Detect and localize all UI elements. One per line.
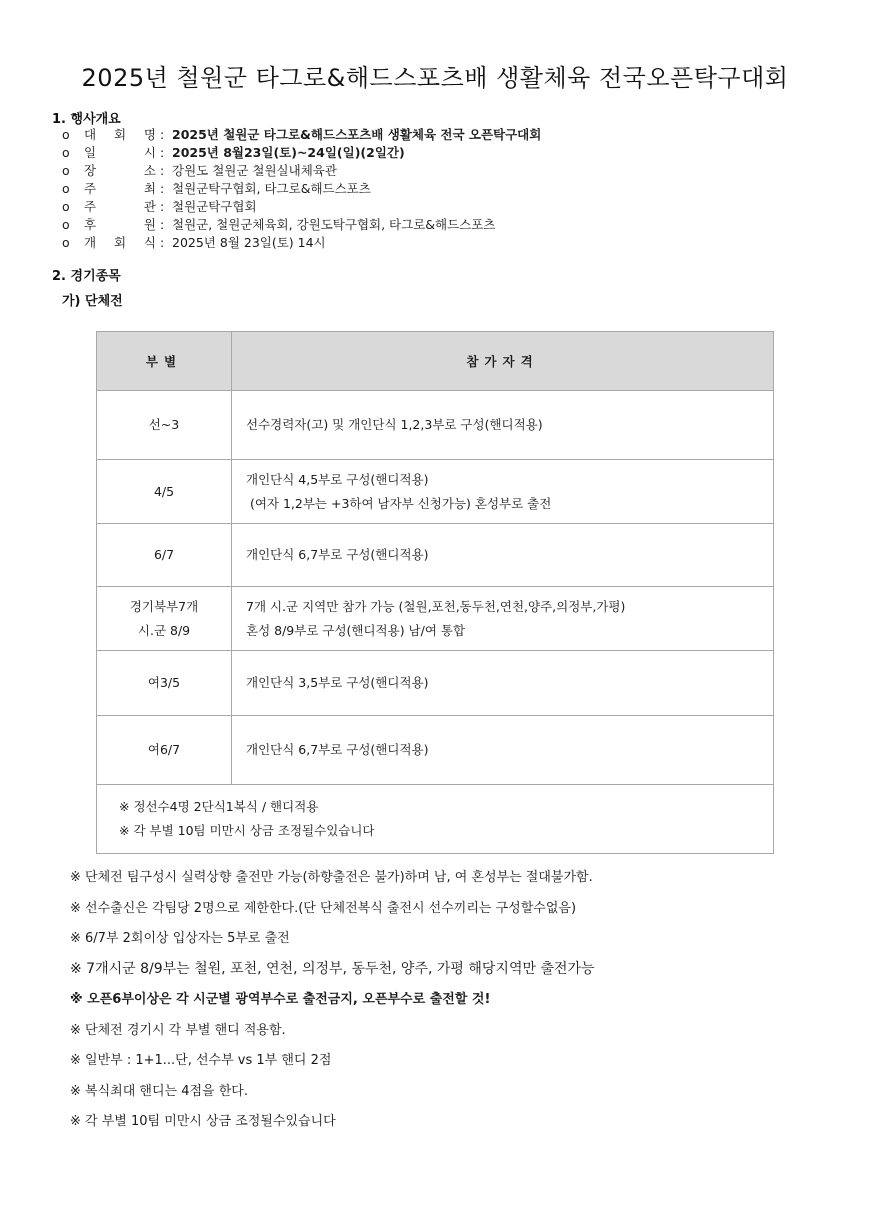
eligibility-cell: 개인단식 6,7부로 구성(핸디적용) (232, 524, 774, 587)
info-label: 주 관 (84, 199, 156, 214)
info-label: 일 시 (84, 145, 156, 160)
division-cell: 선~3 (97, 391, 232, 460)
info-row-organizer: o 주 관 : 철원군탁구협회 (62, 199, 257, 214)
table-row (97, 391, 774, 460)
eligibility-cell: 7개 시.군 지역만 참가 가능 (철원,포천,동두천,연천,양주,의정부,가평) 혼성 8/9부로 구성(핸디적용) 남/여 통합 (232, 587, 774, 651)
info-label: 대 회 명 (84, 127, 156, 142)
info-value: 강원도 철원군 철원실내체육관 (172, 163, 337, 178)
bullet-icon: o (62, 127, 70, 142)
subheading-team-event: 가) 단체전 (62, 294, 123, 309)
section-heading-overview: 1. 행사개요 (52, 112, 121, 127)
division-cell: 6/7 (97, 524, 232, 587)
table-row (97, 587, 774, 651)
table-row (97, 716, 774, 785)
bullet-icon: o (62, 181, 70, 196)
info-row-date: o 일 시 : 2025년 8월23일(토)~24일(일)(2일간) (62, 145, 405, 160)
bullet-icon: o (62, 217, 70, 232)
info-row-name: o 대 회 명 : 2025년 철원군 타그로&해드스포츠배 생활체육 전국 오픈탁구대회 (62, 127, 542, 142)
info-label: 장 소 (84, 163, 156, 178)
info-row-venue: o 장 소 : 강원도 철원군 철원실내체육관 (62, 163, 337, 178)
note-item: ※ 각 부별 10팀 미만시 상금 조정될수있습니다 (70, 1114, 336, 1129)
bullet-icon: o (62, 235, 70, 250)
division-cell: 경기북부7개 시.군 8/9 (97, 587, 232, 651)
table-header-row (97, 332, 774, 391)
division-table (96, 331, 774, 854)
header-eligibility: 참가자격 (232, 332, 774, 391)
info-value: 철원군탁구협회, 타그로&해드스포츠 (172, 181, 371, 196)
table-footer-notes: ※ 정선수4명 2단식1복식 / 핸디적용 ※ 각 부별 10팀 미만시 상금 조정될수있습니다 (97, 785, 774, 854)
info-value: 철원군, 철원군체육회, 강원도탁구협회, 타그로&해드스포츠 (172, 217, 496, 232)
info-label: 개 회 식 (84, 235, 156, 250)
info-value: 2025년 8월23일(토)~24일(일)(2일간) (172, 145, 405, 160)
eligibility-cell: 개인단식 3,5부로 구성(핸디적용) (232, 651, 774, 716)
eligibility-cell: 개인단식 4,5부로 구성(핸디적용) (여자 1,2부는 +3하여 남자부 신청가능) 혼성부로 출전 (232, 460, 774, 524)
info-label: 후 원 (84, 217, 156, 232)
info-value: 철원군탁구협회 (172, 199, 257, 214)
division-cell: 4/5 (97, 460, 232, 524)
eligibility-cell: 선수경력자(고) 및 개인단식 1,2,3부로 구성(핸디적용) (232, 391, 774, 460)
table-row (97, 460, 774, 524)
note-item: ※ 6/7부 2회이상 입상자는 5부로 출전 (70, 931, 290, 946)
info-label: 주 최 (84, 181, 156, 196)
document-title: 2025년 철원군 타그로&해드스포츠배 생활체육 전국오픈탁구대회 (81, 64, 789, 92)
table-footer-row (97, 785, 774, 854)
note-item-emphasis: ※ 오픈6부이상은 각 시군별 광역부수로 출전금지, 오픈부수로 출전할 것! (70, 992, 491, 1007)
bullet-icon: o (62, 199, 70, 214)
header-division: 부별 (97, 332, 232, 391)
note-item: ※ 7개시군 8/9부는 철원, 포천, 연천, 의정부, 동두천, 양주, 가평 해당지역만 출전가능 (70, 960, 595, 977)
bullet-icon: o (62, 163, 70, 178)
info-value: 2025년 8월 23일(토) 14시 (172, 235, 326, 250)
note-item: ※ 복식최대 핸디는 4점을 한다. (70, 1083, 248, 1099)
division-cell: 여6/7 (97, 716, 232, 785)
division-cell: 여3/5 (97, 651, 232, 716)
info-row-opening: o 개 회 식 : 2025년 8월 23일(토) 14시 (62, 235, 326, 250)
section-heading-events: 2. 경기종목 (52, 269, 121, 284)
note-item: ※ 일반부 : 1+1...단, 선수부 vs 1부 핸디 2점 (70, 1053, 332, 1068)
table-row (97, 651, 774, 716)
notes-list (70, 866, 595, 1141)
note-item: ※ 선수출신은 각팀당 2명으로 제한한다.(단 단체전복식 출전시 선수끼리는 구성할수없음) (70, 900, 577, 916)
eligibility-cell: 개인단식 6,7부로 구성(핸디적용) (232, 716, 774, 785)
overview-list (62, 126, 541, 252)
note-item: ※ 단체전 경기시 각 부별 핸디 적용함. (70, 1022, 286, 1038)
info-row-sponsor: o 후 원 : 철원군, 철원군체육회, 강원도탁구협회, 타그로&해드스포츠 (62, 217, 496, 232)
table-row (97, 524, 774, 587)
bullet-icon: o (62, 145, 70, 160)
note-item: ※ 단체전 팀구성시 실력상향 출전만 가능(하향출전은 불가)하며 남, 여 혼성부는 절대불가함. (70, 870, 593, 885)
info-value: 2025년 철원군 타그로&해드스포츠배 생활체육 전국 오픈탁구대회 (172, 127, 542, 142)
info-row-host: o 주 최 : 철원군탁구협회, 타그로&해드스포츠 (62, 181, 371, 196)
